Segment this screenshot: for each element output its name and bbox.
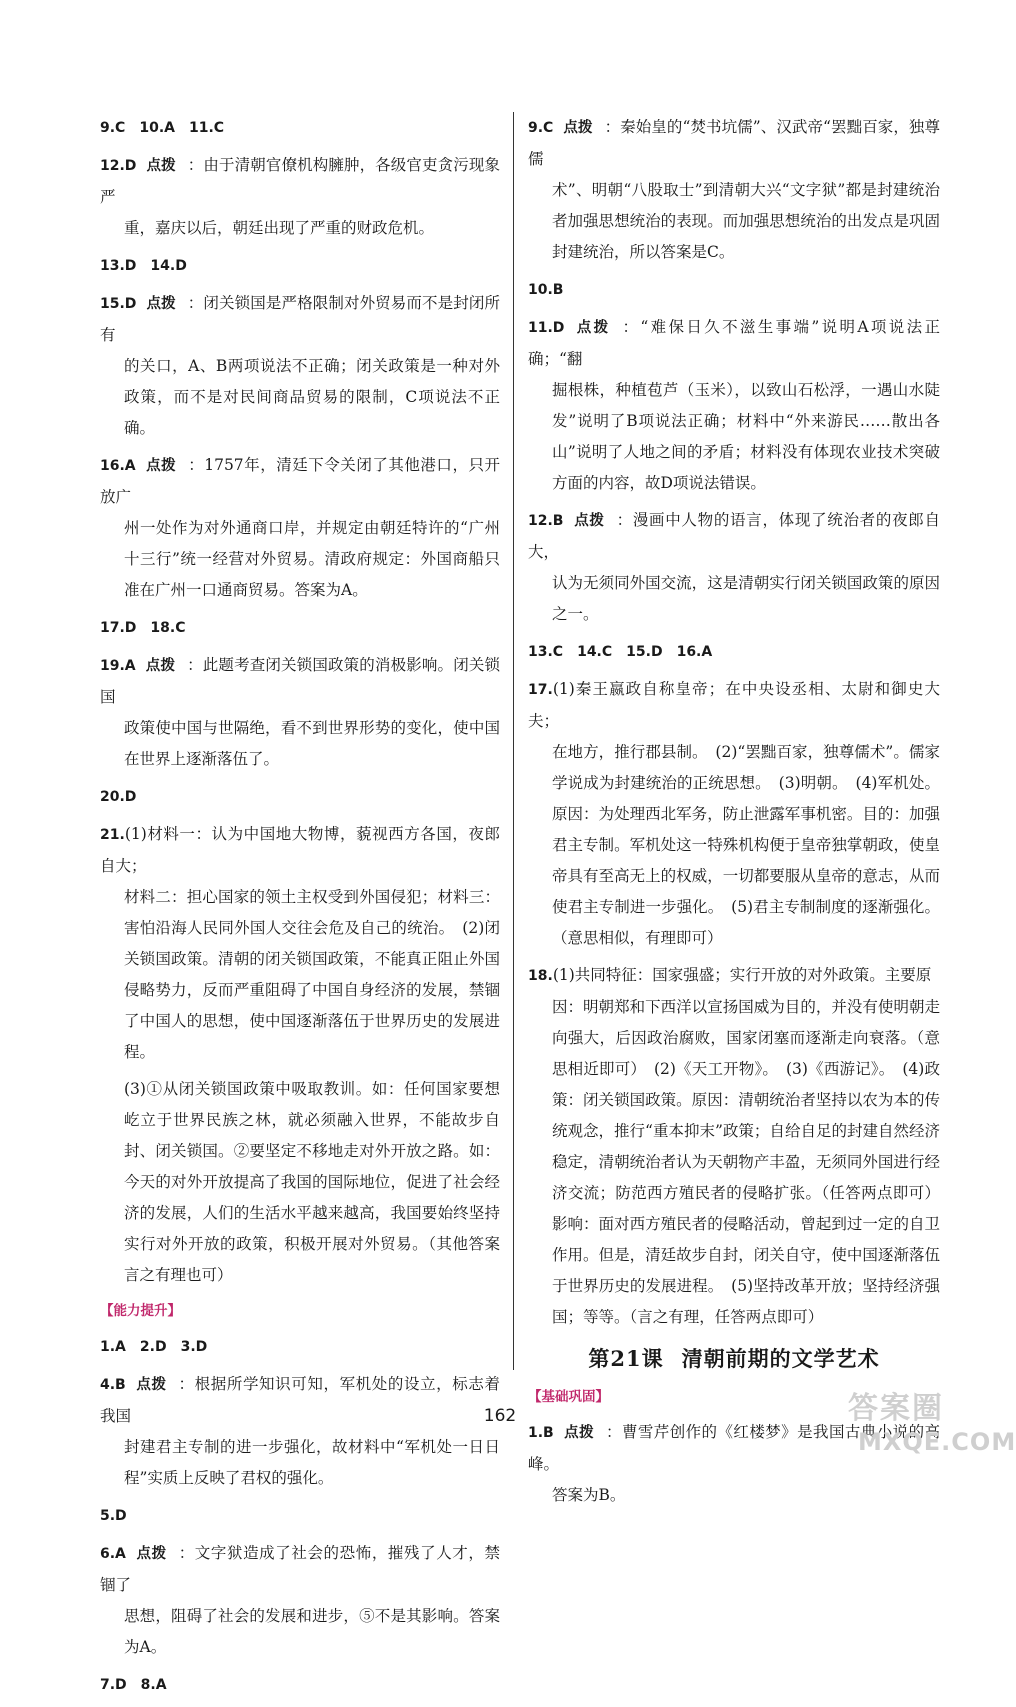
answer-item <box>100 1074 500 1291</box>
answer-text: 20.D <box>100 789 137 805</box>
question-number: 12.B <box>528 513 564 529</box>
hint-label: 点拨 <box>563 120 593 136</box>
question-number: 15.D <box>100 296 137 312</box>
answer-first-line <box>528 312 940 375</box>
answer-explanation-rest: 答案为B。 <box>552 1486 626 1504</box>
answer-item <box>100 150 500 244</box>
answer-item <box>100 1669 500 1701</box>
watermark-domain: MXQE.COM <box>858 1428 1016 1456</box>
answer-first-line <box>100 819 500 882</box>
site-watermark <box>848 1390 1016 1470</box>
answer-item <box>100 1500 500 1532</box>
lesson-title <box>528 1343 940 1373</box>
answer-explanation-rest: 掘根株，种植苞芦（玉米），以致山石松浮，一遇山水陡发”说明了B项说法正确；材料中“外来游民……散出各山”说明了人地之间的矛盾；材料没有体现农业技术突破方面的内容，故D项说法错误。 <box>552 381 940 492</box>
answer-first-line <box>100 288 500 351</box>
question-number: 18. <box>528 968 553 984</box>
answer-explanation-rest: 思想，阻碍了社会的发展和进步，⑤不是其影响。答案为A。 <box>124 1607 500 1656</box>
answer-item <box>100 819 500 1068</box>
answer-first-line <box>100 1538 500 1601</box>
question-number: 21. <box>100 827 125 843</box>
answer-first-line <box>528 674 940 737</box>
answer-explanation-start: ：1757年，清廷下令关闭了其他港口，只开放广 <box>100 456 500 506</box>
answer-item <box>528 636 940 668</box>
answer-explanation-start: ：文字狱造成了社会的恐怖，摧残了人才，禁锢了 <box>100 1544 500 1594</box>
hint-label: 点拨 <box>146 158 176 174</box>
answer-explanation-rest: 在地方，推行郡县制。 (2)“罢黜百家，独尊儒术”。儒家学说成为封建统治的正统思想。 (3)明朝。 (4)军机处。原因：为处理西北军务，防止泄露军事机密。目的：加强君主专制。军机处这一特殊机构便于皇帝独掌朝政，使皇帝具有至高无上的权威，一切都要服从皇帝的意志，从而使君主专制进一步强化。 (5)君主专制制度的逐渐强化。（意思相似，有理即可） <box>552 743 940 947</box>
answer-item <box>100 781 500 813</box>
answer-explanation-rest: 的关口，A、B两项说法不正确；闭关政策是一种对外政策，而不是对民间商品贸易的限制，C项说法不正确。 <box>124 357 500 437</box>
answer-explanation-rest: 封建君主专制的进一步强化，故材料中“军机处一日日程”实质上反映了君权的强化。 <box>124 1438 500 1487</box>
question-number: 19.A <box>100 658 136 674</box>
answer-text: 17.D 18.C <box>100 620 186 636</box>
answer-item <box>100 288 500 444</box>
answer-explanation-rest: 认为无须同外国交流，这是清朝实行闭关锁国政策的原因之一。 <box>552 574 940 623</box>
answer-explanation-rest: 术”、明朝“八股取士”到清朝大兴“文字狱”都是封建统治者加强思想统治的表现。而加强思想统治的出发点是巩固封建统治，所以答案是C。 <box>552 181 940 261</box>
question-number: 4.B <box>100 1377 126 1393</box>
answer-item <box>528 274 940 306</box>
answer-explanation-start: ：根据所学知识可知，军机处的设立，标志着我国 <box>100 1375 500 1425</box>
answer-item <box>528 674 940 954</box>
answer-explanation-start: ：秦始皇的“焚书坑儒”、汉武帝“罢黜百家，独尊儒 <box>528 118 941 168</box>
answer-explanation-start: (1)共同特征：国家强盛；实行开放的对外政策。主要原 <box>552 966 932 984</box>
answer-first-line <box>100 650 500 713</box>
answer-text: 5.D <box>100 1508 127 1524</box>
answer-text: 1.A 2.D 3.D <box>100 1339 208 1355</box>
answer-explanation-rest: 州一处作为对外通商口岸，并规定由朝廷特许的“广州十三行”统一经营对外贸易。清政府规定：外国商船只准在广州一口通商贸易。答案为A。 <box>124 519 500 599</box>
answer-item <box>100 450 500 606</box>
left-column <box>100 112 500 1707</box>
hint-label: 点拨 <box>145 458 177 474</box>
question-number: 16.A <box>100 458 136 474</box>
answer-item <box>100 1331 500 1363</box>
answer-explanation-start: ：闭关锁国是严格限制对外贸易而不是封闭所有 <box>100 294 500 344</box>
answer-text: 9.C 10.A 11.C <box>100 120 225 136</box>
answer-first-line <box>528 112 940 175</box>
answer-text: 13.C 14.C 15.D 16.A <box>528 644 713 660</box>
answer-explanation-rest: 政策使中国与世隔绝，看不到世界形势的变化，使中国在世界上逐渐落伍了。 <box>124 719 500 768</box>
question-number: 12.D <box>100 158 137 174</box>
answer-item <box>528 960 940 1333</box>
answer-item <box>100 1538 500 1663</box>
page-number: 162 <box>483 1406 517 1426</box>
answer-item <box>100 112 500 144</box>
right-column <box>528 112 940 1517</box>
hint-label: 点拨 <box>574 320 611 336</box>
question-number: 6.A <box>100 1546 126 1562</box>
answer-explanation-start: ：“难保日久不滋生事端”说明A项说法正确；“翻 <box>528 318 940 368</box>
question-number: 1.B <box>528 1425 554 1441</box>
answer-item <box>528 112 940 268</box>
answer-item <box>100 250 500 282</box>
answer-explanation-rest: 重，嘉庆以后，朝廷出现了严重的财政危机。 <box>124 219 435 237</box>
question-number: 17. <box>528 682 553 698</box>
answer-item <box>100 612 500 644</box>
section-heading: 【能力提升】 <box>100 1303 181 1319</box>
question-number: 11.D <box>528 320 565 336</box>
answer-explanation-rest: (3)①从闭关锁国政策中吸取教训。如：任何国家要想屹立于世界民族之林，就必须融入世界，不能故步自封、闭关锁国。②要坚定不移地走对外开放之路。如：今天的对外开放提高了我国的国际地位，促进了社会经济的发展，人们的生活水平越来越高，我国要始终坚持实行对外开放的政策，积极开展对外贸易。（其他答案言之有理也可） <box>124 1080 500 1284</box>
hint-label: 点拨 <box>573 513 605 529</box>
answer-explanation-start: ：漫画中人物的语言，体现了统治者的夜郎自大， <box>528 511 940 561</box>
column-divider <box>513 112 514 1370</box>
question-number: 9.C <box>528 120 554 136</box>
hint-label: 点拨 <box>563 1425 595 1441</box>
hint-label: 点拨 <box>135 1377 167 1393</box>
lesson-number: 第21课 <box>588 1346 664 1371</box>
watermark-logo-text: 答案圈 <box>848 1391 944 1426</box>
answer-explanation-start: ：曹雪芹创作的《红楼梦》是我国古典小说的高峰。 <box>528 1423 940 1473</box>
answer-item <box>528 312 940 499</box>
answer-text: 10.B <box>528 282 564 298</box>
hint-label: 点拨 <box>145 658 176 674</box>
answer-text: 13.D 14.D <box>100 258 187 274</box>
hint-label: 点拨 <box>146 296 176 312</box>
section-heading: 【基础巩固】 <box>528 1389 609 1405</box>
answer-first-line <box>100 150 500 213</box>
lesson-name: 清朝前期的文学艺术 <box>681 1346 880 1371</box>
answer-explanation-start: ：此题考查闭关锁国政策的消极影响。闭关锁国 <box>100 656 500 706</box>
answer-item <box>100 650 500 775</box>
answer-first-line <box>100 450 500 513</box>
hint-label: 点拨 <box>135 1546 167 1562</box>
answer-text: 7.D 8.A <box>100 1677 167 1693</box>
answer-explanation-start: (1)秦王嬴政自称皇帝；在中央设丞相、太尉和御史大夫； <box>528 680 940 730</box>
answer-item <box>528 505 940 630</box>
answer-item <box>100 1369 500 1494</box>
answer-explanation-start: ：由于清朝官僚机构臃肿，各级官吏贪污现象严 <box>100 156 500 206</box>
answer-explanation-rest: 因：明朝郑和下西洋以宣扬国威为目的，并没有使明朝走向强大，后因政治腐败，国家闭塞而逐渐走向衰落。（意思相近即可） (2)《天工开物》。 (3)《西游记》。 (4)政策：闭关锁国政策。原因：清朝统治者坚持以农为本的传统观念，推行“重本抑末”政策；自给自足的封建自然经济稳定，清朝统治者认为天朝物产丰盈，无须同外国进行经济交流；防范西方殖民者的侵略扩张。（任答两点即可）影响：面对西方殖民者的侵略活动，曾起到过一定的自卫作用。但是，清廷故步自封，闭关自守，使中国逐渐落伍于世界历史的发展进程。 (5)坚持改革开放；坚持经济强国；等等。（言之有理，任答两点即可） <box>552 998 940 1326</box>
answer-explanation-rest: 材料二：担心国家的领土主权受到外国侵犯；材料三：害怕沿海人民同外国人交往会危及自己的统治。 (2)闭关锁国政策。清朝的闭关锁国政策，不能真正阻止外国侵略势力，反而严重阻碍了中国自身经济的发展，禁锢了中国人的思想，使中国逐渐落伍于世界历史的发展进程。 <box>124 888 500 1061</box>
answer-explanation-start: (1)材料一：认为中国地大物博，藐视西方各国，夜郎自大； <box>100 825 500 875</box>
answer-first-line <box>528 960 940 992</box>
answer-first-line <box>528 505 940 568</box>
